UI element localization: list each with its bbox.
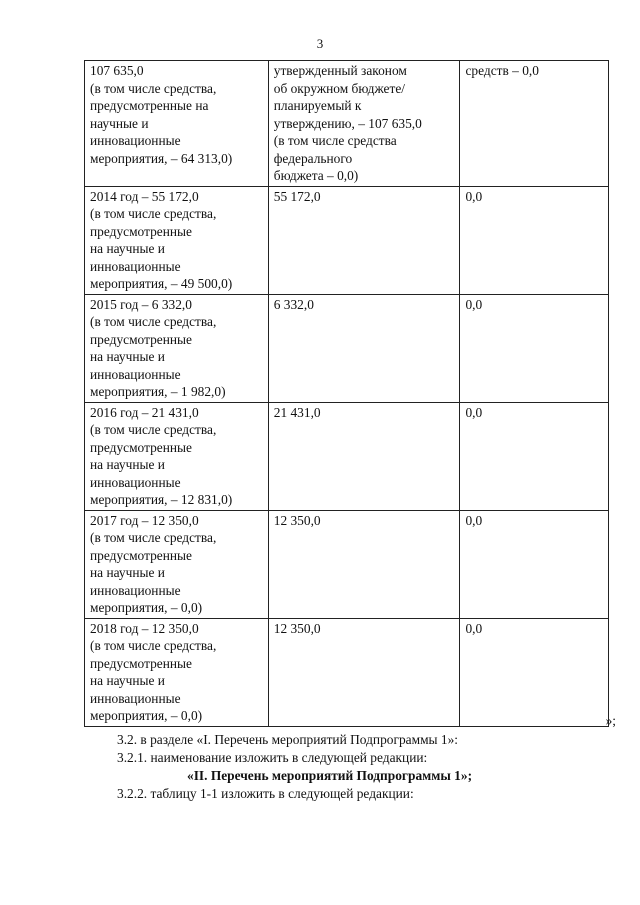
table-cell-col2 xyxy=(268,618,460,726)
cell-line: утверждению, – 107 635,0 xyxy=(273,115,422,131)
paragraph-3-2-1: 3.2.1. наименование изложить в следующей редакции: xyxy=(117,750,428,765)
cell-line: предусмотренные xyxy=(90,223,192,239)
section-heading: «II. Перечень мероприятий Подпрограммы 1»; xyxy=(187,768,473,783)
cell-line: на научные и xyxy=(90,241,165,256)
cell-line: 0,0 xyxy=(465,512,483,528)
cell-line: инновационные xyxy=(90,690,181,706)
cell-line: мероприятия, – 49 500,0) xyxy=(90,276,233,291)
cell-line: федерального xyxy=(273,150,353,166)
cell-line: об окружном бюджете/ xyxy=(273,80,406,96)
cell-line: 6 332,0 xyxy=(273,296,314,312)
cell-line: мероприятия, – 12 831,0) xyxy=(90,492,233,507)
cell-line: предусмотренные xyxy=(90,655,192,671)
cell-line: предусмотренные xyxy=(90,547,192,563)
table-row xyxy=(85,402,609,510)
budget-table-body xyxy=(85,61,609,727)
cell-line: на научные и xyxy=(90,565,165,580)
cell-line: мероприятия, – 0,0) xyxy=(90,600,203,615)
closing-quote: »; xyxy=(605,713,616,728)
cell-line: (в том числе средства, xyxy=(90,80,217,96)
cell-line: (в том числе средства, xyxy=(90,638,217,653)
cell-line: инновационные xyxy=(90,133,181,148)
cell-line: 21 431,0 xyxy=(273,404,321,420)
cell-line: научные и xyxy=(90,115,149,131)
cell-line: мероприятия, – 1 982,0) xyxy=(90,384,226,399)
cell-line: (в том числе средства, xyxy=(90,314,217,329)
table-row xyxy=(85,186,609,294)
table-cell-col2 xyxy=(268,294,460,402)
cell-line: на научные и xyxy=(90,673,165,688)
cell-line: инновационные xyxy=(90,366,181,382)
cell-line: мероприятия, – 0,0) xyxy=(90,708,203,723)
cell-line: предусмотренные xyxy=(90,331,192,347)
cell-line: предусмотренные xyxy=(90,439,192,455)
table-cell-col1 xyxy=(85,402,269,510)
cell-line: предусмотренные на xyxy=(90,98,209,113)
cell-line: 55 172,0 xyxy=(273,188,321,204)
cell-line: 2018 год – 12 350,0 xyxy=(90,620,199,636)
cell-line: на научные и xyxy=(90,349,165,364)
cell-line: утвержденный законом xyxy=(273,63,407,78)
cell-line: (в том числе средства, xyxy=(90,206,217,221)
table-cell-col3 xyxy=(460,294,609,402)
paragraph-3-2-2: 3.2.2. таблицу 1-1 изложить в следующей редакции: xyxy=(117,786,414,801)
cell-line: 12 350,0 xyxy=(273,512,321,528)
cell-line: инновационные xyxy=(90,258,181,274)
table-cell-col2 xyxy=(268,402,460,510)
table-cell-col1 xyxy=(85,510,269,618)
cell-line: 2014 год – 55 172,0 xyxy=(90,188,199,204)
cell-line: бюджета – 0,0) xyxy=(273,168,359,183)
budget-table xyxy=(84,60,609,727)
table-cell-col1 xyxy=(85,294,269,402)
cell-line: средств – 0,0 xyxy=(465,63,539,78)
cell-line: 0,0 xyxy=(465,188,483,204)
cell-line: 2017 год – 12 350,0 xyxy=(90,512,199,528)
table-row xyxy=(85,618,609,726)
table-cell-col3 xyxy=(460,618,609,726)
table-cell-col3 xyxy=(460,510,609,618)
table-cell-col2 xyxy=(268,61,460,187)
table-row xyxy=(85,294,609,402)
paragraph-3-2: 3.2. в разделе «I. Перечень мероприятий Подпрограммы 1»: xyxy=(117,732,458,747)
cell-line: 0,0 xyxy=(465,404,483,420)
table-cell-col1 xyxy=(85,186,269,294)
table-cell-col2 xyxy=(268,186,460,294)
cell-line: 12 350,0 xyxy=(273,620,321,636)
cell-line: 0,0 xyxy=(465,620,483,636)
cell-line: 0,0 xyxy=(465,296,483,312)
table-cell-col3 xyxy=(460,61,609,187)
cell-line: инновационные xyxy=(90,474,181,490)
cell-line: планируемый к xyxy=(273,98,362,113)
cell-line: 2015 год – 6 332,0 xyxy=(90,296,192,312)
cell-line: (в том числе средства, xyxy=(90,530,217,545)
table-cell-col2 xyxy=(268,510,460,618)
cell-line: на научные и xyxy=(90,457,165,472)
table-cell-col3 xyxy=(460,186,609,294)
table-row xyxy=(85,61,609,187)
cell-line: (в том числе средства xyxy=(273,133,397,148)
table-cell-col3 xyxy=(460,402,609,510)
table-cell-col1 xyxy=(85,61,269,187)
page-number: 3 xyxy=(316,36,324,51)
cell-line: инновационные xyxy=(90,582,181,598)
cell-line: 107 635,0 xyxy=(90,63,144,78)
table-row xyxy=(85,510,609,618)
cell-line: (в том числе средства, xyxy=(90,422,217,437)
table-cell-col1 xyxy=(85,618,269,726)
cell-line: 2016 год – 21 431,0 xyxy=(90,404,199,420)
cell-line: мероприятия, – 64 313,0) xyxy=(90,150,233,166)
